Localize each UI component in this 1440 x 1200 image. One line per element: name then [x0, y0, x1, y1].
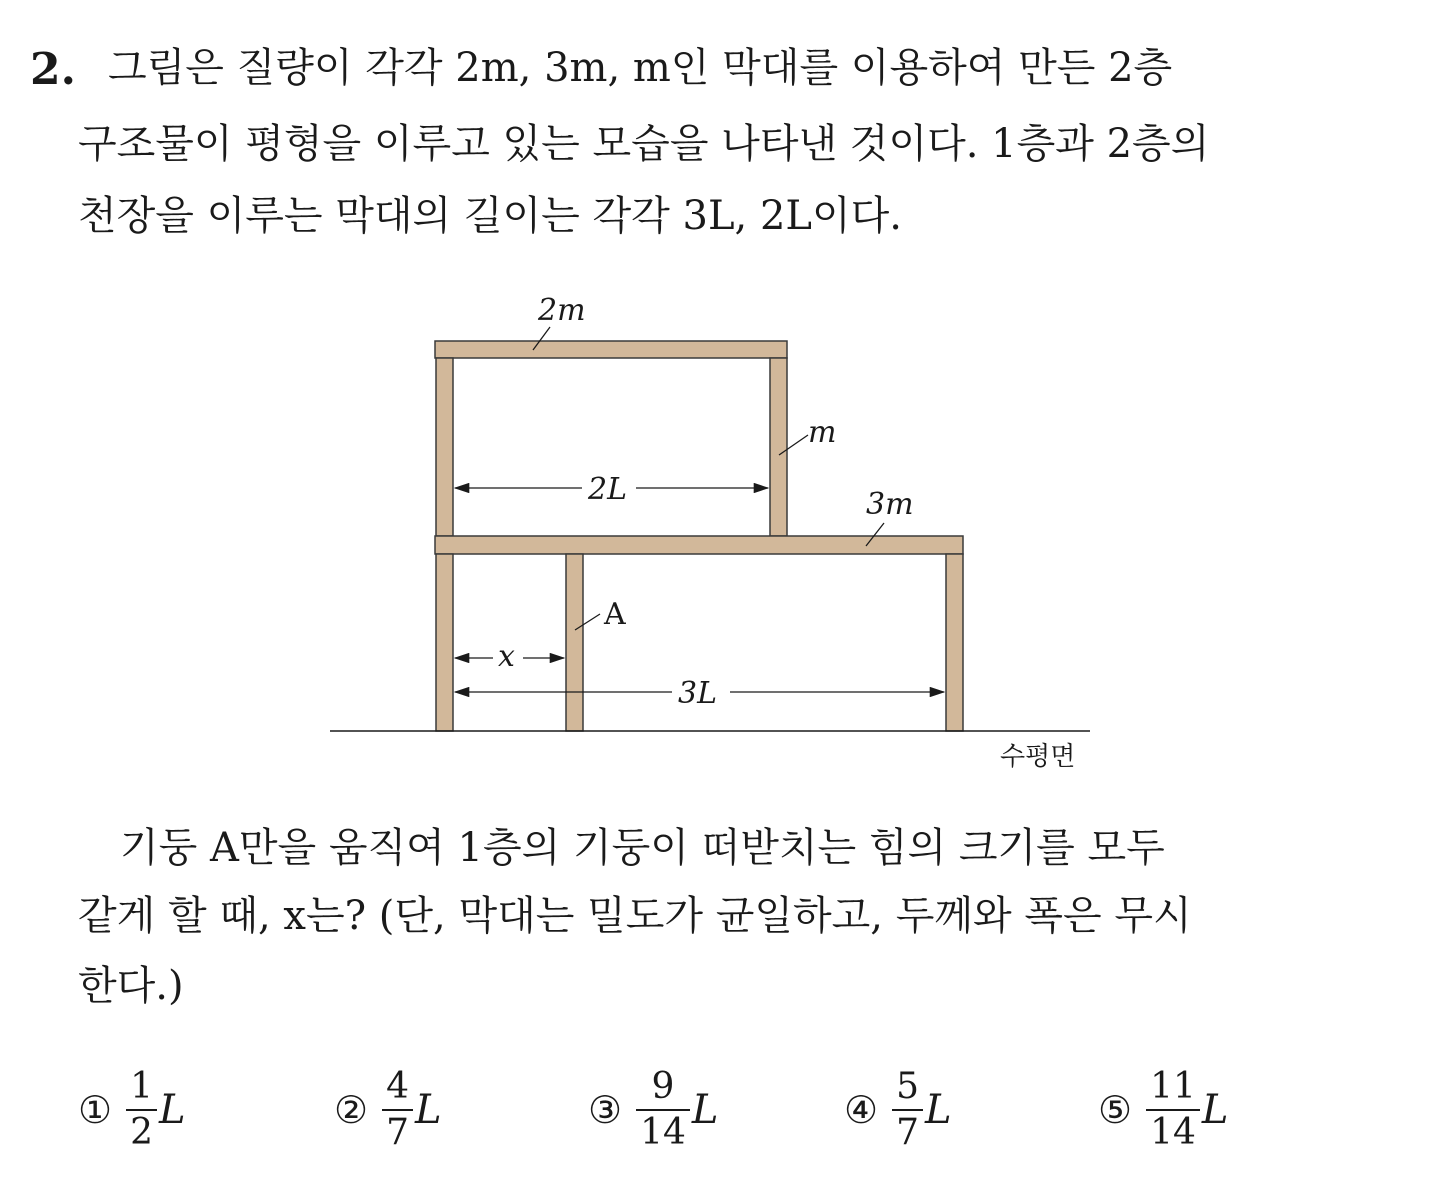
- question-line-1: 기둥 A만을 움직여 1층의 기둥이 떠받치는 힘의 크기를 모두: [120, 825, 1165, 871]
- problem-number: 2.: [30, 44, 76, 95]
- choice-2[interactable]: [334, 1060, 442, 1160]
- problem-line-3: 천장을 이루는 막대의 길이는 각각 3L, 2L이다.: [78, 193, 902, 239]
- problem-line-2: 구조물이 평형을 이루고 있는 모습을 나타낸 것이다. 1층과 2층의: [78, 121, 1210, 167]
- choice-3[interactable]: [588, 1060, 718, 1160]
- right-post-label: m: [808, 415, 837, 450]
- choice-fraction: $\frac{1}{2}$: [126, 1067, 157, 1152]
- lower-left-post: [436, 554, 453, 731]
- top-bar: [435, 341, 787, 358]
- middle-bar-label: 3m: [866, 487, 914, 522]
- choice-fraction: $\frac{11}{14}$: [1146, 1067, 1200, 1152]
- choice-4[interactable]: [844, 1060, 952, 1160]
- lower-right-post: [946, 554, 963, 731]
- choice-number: ②: [334, 1088, 369, 1132]
- choice-1[interactable]: [78, 1060, 186, 1160]
- choice-fraction: $\frac{5}{7}$: [892, 1067, 923, 1152]
- question-line-2: 같게 할 때, x는? (단, 막대는 밀도가 균일하고, 두께와 폭은 무시: [78, 893, 1192, 939]
- choice-unit: L: [691, 1087, 719, 1133]
- middle-bar: [435, 536, 963, 554]
- upper-left-post: [436, 358, 453, 536]
- top-bar-label: 2m: [538, 293, 586, 328]
- x-label: x: [498, 639, 515, 674]
- choice-unit: L: [158, 1087, 186, 1133]
- choice-number: ①: [78, 1088, 113, 1132]
- post-a-label: A: [604, 597, 626, 632]
- post-a: [566, 554, 583, 731]
- lower-span-label: 3L: [678, 676, 718, 711]
- ground-label: 수평면: [1000, 742, 1076, 772]
- choice-5[interactable]: [1098, 1060, 1228, 1160]
- problem-line-1: 그림은 질량이 각각 2m, 3m, m인 막대를 이용하여 만든 2층: [108, 45, 1173, 91]
- choice-number: ④: [844, 1088, 879, 1132]
- choice-fraction: $\frac{9}{14}$: [636, 1067, 690, 1152]
- choice-unit: L: [924, 1087, 952, 1133]
- upper-span-label: 2L: [588, 472, 628, 507]
- choice-unit: L: [1201, 1087, 1229, 1133]
- choice-number: ③: [588, 1088, 623, 1132]
- upper-right-post: [770, 358, 787, 536]
- choice-unit: L: [414, 1087, 442, 1133]
- choice-fraction: $\frac{4}{7}$: [382, 1067, 413, 1152]
- question-line-3: 한다.): [78, 963, 184, 1009]
- choice-number: ⑤: [1098, 1088, 1133, 1132]
